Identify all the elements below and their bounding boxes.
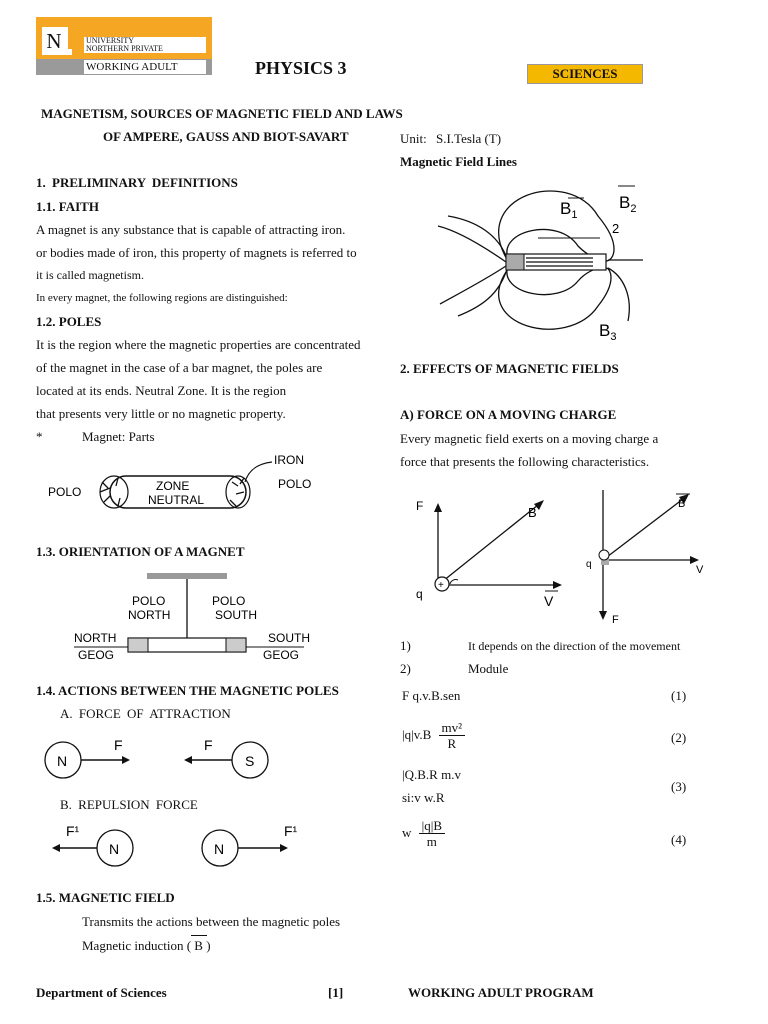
equation-4: w $\frac{|q|B}{m}$ xyxy=(402,818,445,850)
item-1-text: It depends on the direction of the movement xyxy=(468,639,681,653)
equation-4-fraction: $\frac{|q|B}{m}$ xyxy=(419,818,445,850)
logo-letter-box xyxy=(42,27,72,55)
equation-3-number: (3) xyxy=(671,779,687,794)
bullet-magnet-parts: Magnet: Parts xyxy=(82,429,155,444)
charge-circle-2 xyxy=(599,550,609,560)
equation-1-number: (1) xyxy=(671,688,687,703)
footer-page-number: [1] xyxy=(328,985,344,1000)
iron-label: IRON xyxy=(274,453,304,467)
repulsion-figure xyxy=(40,820,310,875)
equation-4-number: (4) xyxy=(671,832,687,847)
section-1-2-heading: 1.2. POLES xyxy=(36,314,102,329)
polo-north-label-1: POLO xyxy=(132,594,166,608)
b2-label: $B_2$ xyxy=(619,193,637,215)
v-label: V xyxy=(544,593,554,609)
para-line: that presents very little or no magnetic property. xyxy=(36,406,286,421)
force-label-3: F¹ xyxy=(66,823,80,839)
polo-right-label: POLO xyxy=(278,477,312,491)
section-1-4-heading: 1.4. ACTIONS BETWEEN THE MAGNETIC POLES xyxy=(36,683,339,698)
logo-letter: N xyxy=(46,29,62,53)
para-line: it is called magnetism. xyxy=(36,268,144,282)
b-vector-2 xyxy=(603,498,686,560)
item-2-text: Module xyxy=(468,661,509,676)
footer-program: WORKING ADULT PROGRAM xyxy=(408,985,594,1000)
para-line: of the magnet in the case of a bar magnet, the poles are xyxy=(36,360,323,375)
south-pole-letter: S xyxy=(245,753,255,769)
para-line: In every magnet, the following regions are distinguished: xyxy=(36,292,288,304)
south-geog-label-1: SOUTH xyxy=(268,631,310,645)
para-line: A magnet is any substance that is capable of attracting iron. xyxy=(36,222,346,237)
section-1-3-heading: 1.3. ORIENTATION OF A MAGNET xyxy=(36,544,245,559)
university-logo xyxy=(36,17,212,75)
vector-b: B xyxy=(194,938,203,954)
magnetic-field-lines-figure xyxy=(428,176,658,346)
polo-south-label-2: SOUTH xyxy=(215,608,257,622)
bullet-transmits: Transmits the actions between the magnetic poles xyxy=(82,914,341,929)
north-pole-letter: N xyxy=(57,753,68,769)
item-2-number: 2) xyxy=(400,661,411,676)
para-line: located at its ends. Neutral Zone. It is the region xyxy=(36,383,287,398)
magnet-orientation-figure xyxy=(70,570,320,665)
sciences-badge: SCIENCES xyxy=(527,64,643,84)
force-label-2: F xyxy=(204,737,213,753)
field-lines-heading: Magnetic Field Lines xyxy=(400,154,517,169)
force-label-1: F xyxy=(114,737,123,753)
section-a-heading: A) FORCE ON A MOVING CHARGE xyxy=(400,407,617,422)
bullet-star: * xyxy=(36,429,43,444)
para-line: Every magnetic field exerts on a moving charge a xyxy=(400,431,659,446)
equation-2: |q|v.B $\frac{\text{mv²}}{R}$ xyxy=(402,720,465,752)
bullet-magnetic-induction: Magnetic induction ( B ) xyxy=(82,938,211,954)
equation-3-line2: si:v w.R xyxy=(402,790,445,805)
equation-2-number: (2) xyxy=(671,730,687,745)
q-label: q xyxy=(416,587,423,601)
equation-1: F q.v.B.sen xyxy=(402,688,461,703)
section-2-heading: 2. EFFECTS OF MAGNETIC FIELDS xyxy=(400,361,619,376)
label-two: 2 xyxy=(612,221,620,236)
b-label-2: B xyxy=(678,498,686,510)
north-pole-letter-1: N xyxy=(109,841,120,857)
doc-title-line2: OF AMPERE, GAUSS AND BIOT-SAVART xyxy=(103,129,349,144)
b1-label: $B_1$ xyxy=(560,199,578,221)
north-pole-end xyxy=(128,638,148,652)
footer-department: Department of Sciences xyxy=(36,985,167,1000)
para-line: or bodies made of iron, this property of magnets is referred to xyxy=(36,245,357,260)
polo-left-label: POLO xyxy=(48,485,82,499)
course-title: PHYSICS 3 xyxy=(255,58,347,78)
north-geog-label-1: NORTH xyxy=(74,631,117,645)
b-label: B xyxy=(528,505,537,520)
q-label-2: q xyxy=(586,559,592,570)
section-1-1-heading: 1.1. FAITH xyxy=(36,199,99,214)
section-1-heading: 1. PRELIMINARY DEFINITIONS xyxy=(36,175,238,190)
unit-line: Unit: S.I.Tesla (T) xyxy=(400,131,502,146)
svg-text:+: + xyxy=(438,580,444,591)
polo-north-label-2: NORTH xyxy=(128,608,171,622)
para-line: It is the region where the magnetic properties are concentrated xyxy=(36,337,361,352)
attraction-figure xyxy=(40,730,280,785)
ceiling-support xyxy=(147,573,227,579)
f-label: F xyxy=(416,499,424,513)
south-pole-end xyxy=(226,638,246,652)
doc-title-line1: MAGNETISM, SOURCES OF MAGNETIC FIELD AND LAWS xyxy=(41,106,403,121)
north-pole-letter-2: N xyxy=(214,841,225,857)
south-geog-label-2: GEOG xyxy=(263,648,300,662)
para-line: force that presents the following characteristics. xyxy=(400,454,650,469)
north-geog-label-2: GEOG xyxy=(78,648,115,662)
section-1-5-heading: 1.5. MAGNETIC FIELD xyxy=(36,890,175,905)
v-label-2: V xyxy=(696,564,704,576)
logo-university-name: UNIVERSITY NORTHERN PRIVATE xyxy=(84,37,206,53)
neutral-label: NEUTRAL xyxy=(148,493,205,507)
attraction-subheading: A. FORCE OF ATTRACTION xyxy=(60,706,231,721)
force-on-charge-figure xyxy=(410,485,720,630)
zone-label: ZONE xyxy=(156,479,190,493)
magnet-parts-figure xyxy=(40,448,340,528)
b3-label: $B_3$ xyxy=(599,321,617,343)
equation-2-fraction: $\frac{\text{mv²}}{R}$ xyxy=(439,720,466,752)
polo-south-label-1: POLO xyxy=(212,594,246,608)
item-1-number: 1) xyxy=(400,638,411,653)
logo-working-adult: WORKING ADULT xyxy=(84,60,206,74)
iron-pointer-line xyxy=(245,462,272,482)
f-label-2: F xyxy=(612,614,619,626)
force-label-4: F¹ xyxy=(284,823,298,839)
b-vector xyxy=(438,505,538,585)
repulsion-subheading: B. REPULSION FORCE xyxy=(60,797,198,812)
equation-3-line1: |Q.B.R m.v xyxy=(402,767,461,782)
